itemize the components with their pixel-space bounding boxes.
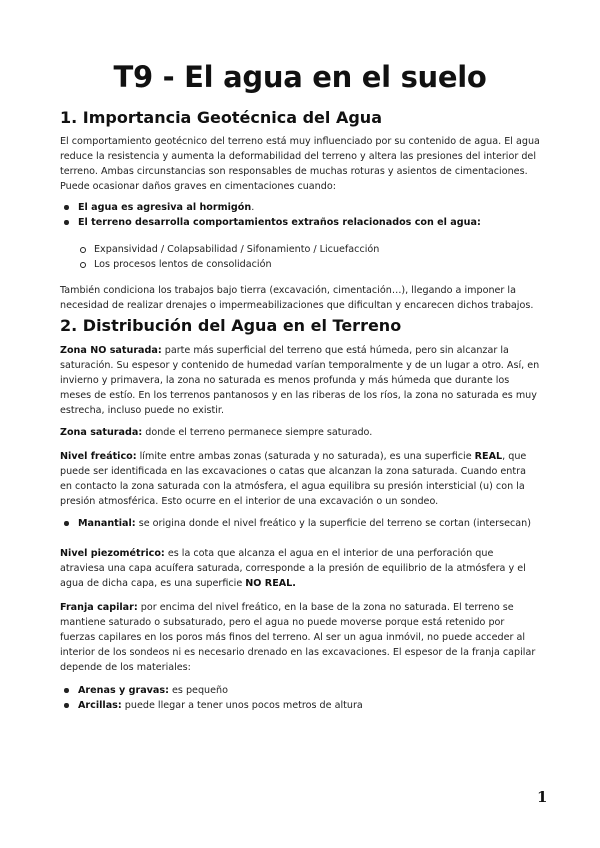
section-1-closing: También condiciona los trabajos bajo tierra (excavación, cimentación…), llegando a imponer la necesidad de realizar drenajes o impermeabilizaciones que dificultan y encarecen dichos trabajos. — [60, 285, 534, 311]
nivel-piezometrico-paragraph: Nivel piezométrico: es la cota que alcanza el agua en el interior de una perforación que atraviesa una capa acuífera saturada, corresponde a la presión de equilibrio de la atmósfera y el agua de dicha capa, es una superficie NO REAL. — [60, 548, 526, 589]
page-title: T9 - El agua en el suelo — [113, 60, 487, 94]
list-item: Expansividad / Colapsabilidad / Sifonamiento / Licuefacción — [60, 242, 540, 257]
term-label: Nivel piezométrico: — [60, 548, 165, 559]
list-item: El agua es agresiva al hormigón. — [60, 200, 540, 215]
franja-capilar-paragraph: Franja capilar: por encima del nivel freático, en la base de la zona no saturada. El terreno se mantiene saturado o subsaturado, pero el agua no puede moverse porque está retenido por fuerzas capilares en los poros más finos del terreno. Al ser un agua inmóvil, no puede acceder al interior de los sondeos ni es necesario drenado en las excavaciones. El espesor de la franja capilar depende de los materiales: — [60, 602, 536, 673]
behaviours-sublist — [60, 242, 540, 272]
term-label: Zona saturada: — [60, 427, 143, 438]
list-item: Los procesos lentos de consolidación — [60, 257, 540, 272]
zona-saturada-paragraph: Zona saturada: donde el terreno permanece siempre saturado. — [60, 427, 373, 438]
list-item: El terreno desarrolla comportamientos extraños relacionados con el agua: — [60, 215, 540, 230]
materiales-list — [60, 683, 540, 713]
term-label: Franja capilar: — [60, 602, 138, 613]
list-item: Arcillas: puede llegar a tener unos pocos metros de altura — [60, 698, 540, 713]
list-item: Manantial: se origina donde el nivel freático y la superficie del terreno se cortan (intersecan) — [60, 516, 540, 531]
list-item: Arenas y gravas: es pequeño — [60, 683, 540, 698]
term-label: Nivel freático: — [60, 451, 137, 462]
manantial-list — [60, 516, 540, 531]
section-1-heading: 1. Importancia Geotécnica del Agua — [60, 108, 382, 127]
section-1-intro: El comportamiento geotécnico del terreno está muy influenciado por su contenido de agua. El agua reduce la resistencia y aumenta la deformabilidad del terreno y altera las presiones del interior del terreno. Ambas circunstancias son responsables de muchas roturas y asientos de cimentaciones. Puede ocasionar daños graves en cimentaciones cuando: — [60, 136, 540, 192]
page-number: 1 — [537, 788, 548, 806]
section-2-heading: 2. Distribución del Agua en el Terreno — [60, 316, 402, 335]
zona-no-saturada-paragraph: Zona NO saturada: parte más superficial del terreno que está húmeda, pero sin alcanzar la saturación. Su espesor y contenido de humedad varían temporalmente y de un lugar a otro. Así, en invierno y primavera, la zona no saturada es menos profunda y más húmeda que durante los meses de estío. En los terrenos pantanosos y en las riberas de los ríos, la zona no saturada es muy estrecha, incluso puede no existir. — [60, 345, 540, 416]
term-label: Zona NO saturada: — [60, 345, 162, 356]
nivel-freatico-paragraph: Nivel freático: límite entre ambas zonas (saturada y no saturada), es una superficie REAL, que puede ser identificada en las excavaciones o catas que alcanzan la zona saturada. Cuando entra en contacto la zona saturada con la atmósfera, el agua equilibra su presión intersticial (u) con la presión atmosférica. Esto ocurre en el interior de una excavación o un sondeo. — [60, 451, 527, 507]
damage-conditions-list — [60, 200, 540, 230]
